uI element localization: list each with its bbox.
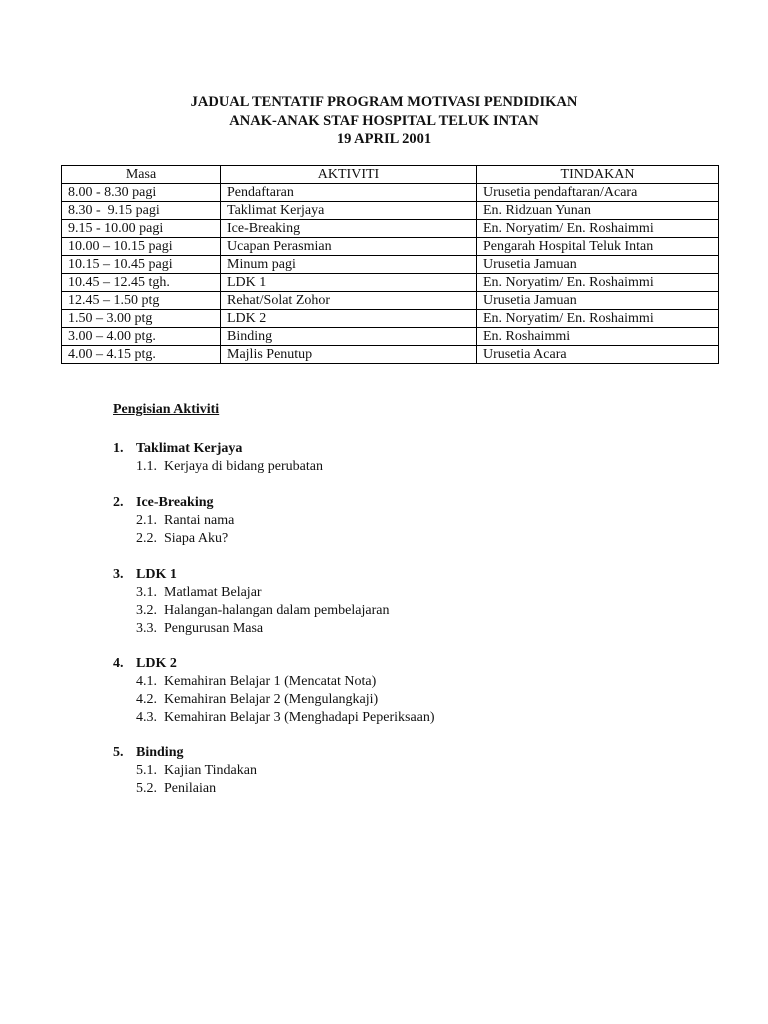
- cell-aktiviti: Rehat/Solat Zohor: [221, 292, 477, 310]
- cell-tindakan: Pengarah Hospital Teluk Intan: [477, 238, 719, 256]
- item-number: 3.1.: [136, 585, 157, 600]
- item-text: Rantai nama: [164, 513, 235, 528]
- cell-masa: 1.50 – 3.00 ptg: [62, 310, 221, 328]
- cell-masa: 8.30 - 9.15 pagi: [62, 202, 221, 220]
- cell-aktiviti: LDK 2: [221, 310, 477, 328]
- table-row: [62, 184, 719, 202]
- column-header-aktiviti: AKTIVITI: [221, 166, 477, 184]
- item-text: Siapa Aku?: [164, 531, 229, 546]
- activity-title-text: LDK 2: [136, 656, 177, 671]
- title-line-2: ANAK-ANAK STAF HOSPITAL TELUK INTAN: [229, 112, 539, 129]
- table-row: [62, 274, 719, 292]
- item-number: 4.1.: [136, 674, 157, 689]
- list-item: [113, 691, 435, 709]
- item-number: 5.1.: [136, 763, 157, 778]
- cell-masa: 10.45 – 12.45 tgh.: [62, 274, 221, 292]
- item-number: 1.1.: [136, 459, 157, 474]
- activity-block-1: [113, 440, 323, 476]
- cell-aktiviti: Binding: [221, 328, 477, 346]
- cell-masa: 10.00 – 10.15 pagi: [62, 238, 221, 256]
- item-text: Kerjaya di bidang perubatan: [164, 459, 323, 474]
- item-number: 2.1.: [136, 513, 157, 528]
- activity-block-5: [113, 744, 257, 798]
- list-item: [113, 512, 234, 530]
- item-text: Pengurusan Masa: [164, 621, 264, 636]
- list-item: [113, 602, 389, 620]
- activity-block-4: [113, 655, 435, 727]
- item-number: 4.2.: [136, 692, 157, 707]
- activity-title-text: Binding: [136, 745, 184, 760]
- activity-block-3: [113, 566, 389, 638]
- activity-block-2: [113, 494, 234, 548]
- activity-number: 5.: [113, 745, 124, 760]
- schedule-table: [61, 165, 719, 364]
- activity-title: [113, 566, 389, 584]
- table-row: [62, 346, 719, 364]
- cell-aktiviti: Taklimat Kerjaya: [221, 202, 477, 220]
- item-number: 3.3.: [136, 621, 157, 636]
- table-row: [62, 310, 719, 328]
- activity-title: [113, 494, 234, 512]
- cell-tindakan: En. Ridzuan Yunan: [477, 202, 719, 220]
- list-item: [113, 530, 234, 548]
- cell-tindakan: En. Roshaimmi: [477, 328, 719, 346]
- list-item: [113, 458, 323, 476]
- document-title: [0, 93, 768, 149]
- item-number: 4.3.: [136, 710, 157, 725]
- cell-tindakan: Urusetia Jamuan: [477, 256, 719, 274]
- activity-title: [113, 744, 257, 762]
- title-line-1: JADUAL TENTATIF PROGRAM MOTIVASI PENDIDIKAN: [190, 94, 578, 110]
- column-header-masa: Masa: [62, 166, 221, 184]
- cell-aktiviti: Minum pagi: [221, 256, 477, 274]
- item-text: Penilaian: [164, 781, 217, 796]
- cell-aktiviti: Ucapan Perasmian: [221, 238, 477, 256]
- cell-masa: 4.00 – 4.15 ptg.: [62, 346, 221, 364]
- activity-number: 3.: [113, 567, 124, 582]
- table-row: [62, 202, 719, 220]
- table-header-row: [62, 166, 719, 184]
- cell-masa: 12.45 – 1.50 ptg: [62, 292, 221, 310]
- item-text: Kemahiran Belajar 1 (Mencatat Nota): [164, 674, 377, 689]
- table-row: [62, 328, 719, 346]
- item-text: Kemahiran Belajar 2 (Mengulangkaji): [164, 692, 379, 707]
- item-text: Matlamat Belajar: [164, 585, 262, 600]
- table-row: [62, 256, 719, 274]
- cell-tindakan: En. Noryatim/ En. Roshaimmi: [477, 274, 719, 292]
- cell-tindakan: En. Noryatim/ En. Roshaimmi: [477, 220, 719, 238]
- cell-aktiviti: Ice-Breaking: [221, 220, 477, 238]
- item-text: Kemahiran Belajar 3 (Menghadapi Peperiksaan): [164, 710, 435, 725]
- title-line-3: 19 APRIL 2001: [336, 131, 432, 147]
- cell-masa: 9.15 - 10.00 pagi: [62, 220, 221, 238]
- cell-tindakan: En. Noryatim/ En. Roshaimmi: [477, 310, 719, 328]
- activity-title-text: LDK 1: [136, 567, 177, 582]
- item-number: 5.2.: [136, 781, 157, 796]
- table-row: [62, 220, 719, 238]
- cell-tindakan: Urusetia pendaftaran/Acara: [477, 184, 719, 202]
- section-heading-pengisian: Pengisian Aktiviti: [113, 402, 220, 417]
- activity-title-text: Ice-Breaking: [136, 495, 214, 510]
- item-number: 3.2.: [136, 603, 157, 618]
- cell-aktiviti: LDK 1: [221, 274, 477, 292]
- activity-title: [113, 655, 435, 673]
- column-header-tindakan: TINDAKAN: [477, 166, 719, 184]
- item-text: Halangan-halangan dalam pembelajaran: [164, 603, 390, 618]
- table-row: [62, 238, 719, 256]
- item-number: 2.2.: [136, 531, 157, 546]
- cell-tindakan: Urusetia Jamuan: [477, 292, 719, 310]
- activity-number: 2.: [113, 495, 124, 510]
- cell-masa: 10.15 – 10.45 pagi: [62, 256, 221, 274]
- activity-title: [113, 440, 323, 458]
- list-item: [113, 620, 389, 638]
- list-item: [113, 673, 435, 691]
- table-row: [62, 292, 719, 310]
- activity-title-text: Taklimat Kerjaya: [136, 441, 243, 456]
- list-item: [113, 762, 257, 780]
- cell-tindakan: Urusetia Acara: [477, 346, 719, 364]
- activity-number: 4.: [113, 656, 124, 671]
- list-item: [113, 709, 435, 727]
- cell-aktiviti: Majlis Penutup: [221, 346, 477, 364]
- cell-masa: 8.00 - 8.30 pagi: [62, 184, 221, 202]
- cell-aktiviti: Pendaftaran: [221, 184, 477, 202]
- list-item: [113, 584, 389, 602]
- cell-masa: 3.00 – 4.00 ptg.: [62, 328, 221, 346]
- item-text: Kajian Tindakan: [164, 763, 257, 778]
- activity-number: 1.: [113, 441, 124, 456]
- list-item: [113, 780, 257, 798]
